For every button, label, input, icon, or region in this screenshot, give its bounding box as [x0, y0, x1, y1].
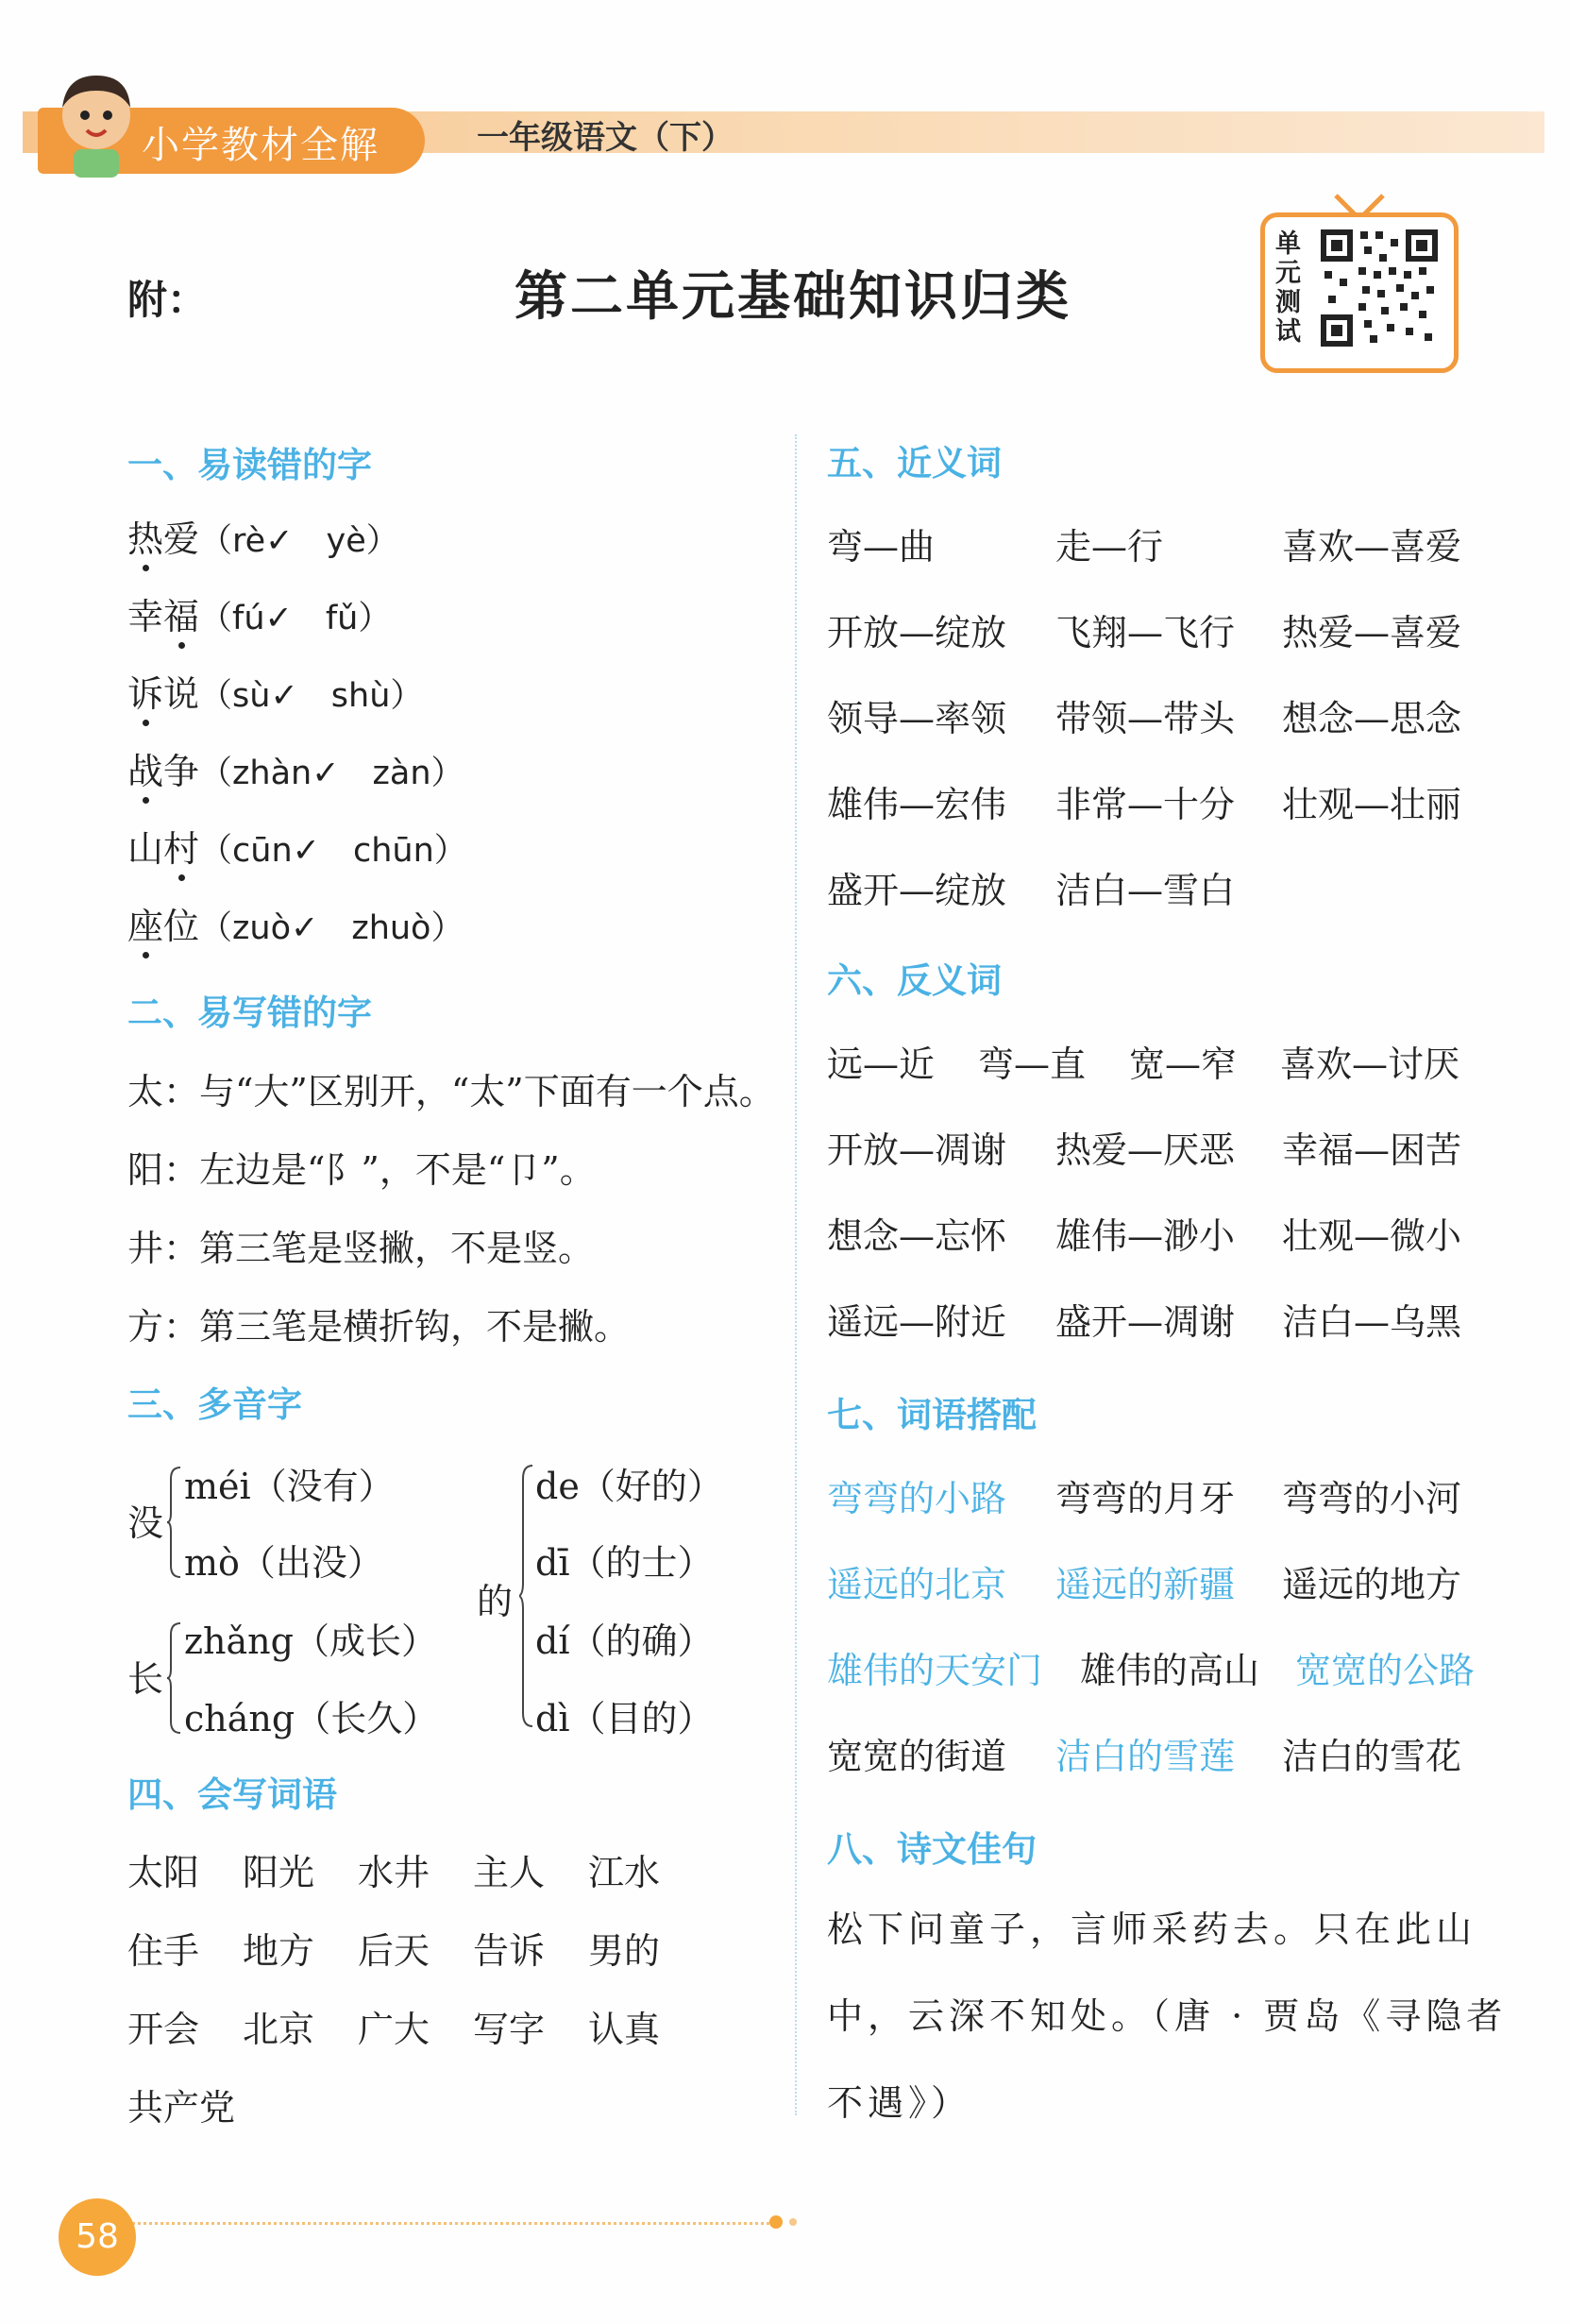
page-number: 58	[59, 2198, 136, 2276]
misread-item	[127, 665, 423, 717]
section-heading-polyphone: 三、多音字	[127, 1384, 302, 1425]
synonym-pair: 开放—绽放	[827, 612, 1007, 653]
appendix-label: 附：	[127, 277, 208, 323]
word-char: 幸	[127, 596, 164, 637]
section-heading-synonyms: 五、近义词	[827, 443, 1002, 483]
qr-code-icon	[1321, 229, 1438, 347]
writing-word: 共产党	[127, 2087, 236, 2129]
collocation-phrase: 宽宽的公路	[1295, 1650, 1476, 1691]
synonym-pair: 带领—带头	[1055, 698, 1236, 739]
word-char: 争	[163, 751, 200, 792]
writing-word: 北京	[243, 2009, 315, 2050]
pinyin-choice: （zuò✓ zhuò）	[199, 909, 464, 947]
synonym-pair: 领导—率领	[827, 698, 1007, 739]
antonym-pair: 遥远—附近	[827, 1301, 1007, 1343]
writing-word: 告诉	[473, 1930, 546, 1972]
polyphone-reading: dí（的确）	[535, 1620, 714, 1662]
collocation-phrase: 宽宽的街道	[827, 1736, 1007, 1777]
collocation-phrase: 洁白的雪花	[1282, 1736, 1462, 1777]
antonym-pair: 宽—窄	[1129, 1043, 1238, 1085]
collocation-phrase: 遥远的地方	[1282, 1564, 1462, 1605]
synonym-pair: 弯—曲	[827, 526, 936, 568]
marked-char: 村	[163, 828, 200, 870]
miswritten-note: 井：第三笔是竖撇，不是竖。	[127, 1228, 595, 1269]
section-heading-antonyms: 六、反义词	[827, 960, 1002, 1001]
collocation-phrase: 弯弯的月牙	[1055, 1478, 1236, 1519]
polyphone-char: 长	[127, 1658, 164, 1700]
synonym-pair: 雄伟—宏伟	[827, 784, 1007, 825]
pinyin-choice: （rè✓ yè）	[199, 522, 399, 560]
misread-item	[127, 897, 464, 949]
synonym-pair: 盛开—绽放	[827, 870, 1007, 911]
unit-test-qr-widget[interactable]	[1260, 194, 1459, 373]
writing-word: 阳光	[243, 1852, 315, 1893]
grade-label: 一年级语文（下）	[477, 119, 734, 157]
brace-icon	[167, 1621, 182, 1735]
antonym-pair: 远—近	[827, 1043, 936, 1085]
misread-item	[127, 742, 464, 794]
collocation-phrase: 洁白的雪莲	[1055, 1736, 1236, 1777]
synonym-pair: 想念—思念	[1282, 698, 1462, 739]
collocation-phrase: 遥远的新疆	[1055, 1564, 1236, 1605]
miswritten-note: 太：与“大”区别开，“太”下面有一个点。	[127, 1071, 775, 1112]
pinyin-choice: （zhàn✓ zàn）	[199, 755, 464, 792]
footer-line	[76, 2222, 769, 2225]
brace-icon	[519, 1464, 534, 1728]
polyphone-reading: de（好的）	[535, 1466, 723, 1507]
collocation-phrase: 遥远的北京	[827, 1564, 1007, 1605]
pinyin-choice: （sù✓ shù）	[199, 677, 424, 715]
antonym-pair: 想念—忘怀	[827, 1215, 1007, 1257]
antonym-pair: 喜欢—讨厌	[1280, 1043, 1460, 1085]
polyphone-char: 的	[477, 1581, 514, 1622]
misread-item	[127, 587, 391, 639]
series-title: 小学教材全解	[142, 124, 380, 167]
poem-line: 松下问童子，言师采药去。只在此山	[827, 1908, 1477, 1950]
writing-word: 认真	[588, 2009, 661, 2050]
writing-word: 住手	[127, 1930, 200, 1972]
column-divider	[795, 434, 797, 2115]
antonym-pair: 开放—凋谢	[827, 1129, 1007, 1171]
marked-char: 热	[127, 518, 164, 560]
section-heading-miswritten: 二、易写错的字	[127, 992, 372, 1033]
word-char: 山	[127, 828, 164, 870]
writing-word: 地方	[243, 1930, 315, 1972]
page-title: 第二单元基础知识归类	[515, 266, 1071, 328]
writing-word: 广大	[358, 2009, 430, 2050]
collocation-phrase: 弯弯的小河	[1282, 1478, 1462, 1519]
writing-word: 写字	[473, 2009, 546, 2050]
writing-word: 男的	[588, 1930, 661, 1972]
synonym-pair: 喜欢—喜爱	[1282, 526, 1462, 568]
polyphone-reading: dì（目的）	[535, 1698, 714, 1739]
polyphone-char: 没	[127, 1502, 164, 1544]
synonym-pair: 热爱—喜爱	[1282, 612, 1462, 653]
writing-word: 开会	[127, 2009, 200, 2050]
polyphone-reading: méi（没有）	[184, 1466, 395, 1507]
antonym-pair: 弯—直	[978, 1043, 1087, 1085]
misread-item	[127, 510, 399, 562]
marked-char: 座	[127, 906, 164, 947]
polyphone-reading: zhǎng（成长）	[184, 1620, 437, 1662]
section-heading-writing-words: 四、会写词语	[127, 1774, 337, 1815]
marked-char: 战	[127, 751, 164, 792]
writing-word: 太阳	[127, 1852, 200, 1893]
section-heading-poem: 八、诗文佳句	[827, 1829, 1037, 1870]
writing-word: 主人	[473, 1852, 546, 1893]
collocation-phrase: 弯弯的小路	[827, 1478, 1007, 1519]
miswritten-note: 阳：左边是“阝”，不是“卩”。	[127, 1149, 596, 1191]
antonym-pair: 幸福—困苦	[1282, 1129, 1462, 1171]
section-heading-misread: 一、易读错的字	[127, 445, 372, 485]
footer-dot	[769, 2215, 783, 2229]
marked-char: 诉	[127, 673, 164, 715]
pinyin-choice: （fú✓ fǔ）	[199, 600, 392, 637]
synonym-pair: 飞翔—飞行	[1055, 612, 1236, 653]
antonym-pair: 盛开—凋谢	[1055, 1301, 1236, 1343]
word-char: 说	[163, 673, 200, 715]
marked-char: 福	[163, 596, 200, 637]
synonym-pair: 壮观—壮丽	[1282, 784, 1462, 825]
collocation-phrase: 雄伟的天安门	[827, 1650, 1043, 1691]
qr-label: 单元测试	[1275, 229, 1301, 347]
misread-item	[127, 820, 467, 872]
polyphone-reading: dī（的士）	[535, 1542, 714, 1584]
writing-word: 后天	[358, 1930, 430, 1972]
antonym-pair: 热爱—厌恶	[1055, 1129, 1236, 1171]
synonym-pair: 非常—十分	[1055, 784, 1236, 825]
antonym-pair: 壮观—微小	[1282, 1215, 1462, 1257]
collocation-phrase: 雄伟的高山	[1080, 1650, 1260, 1691]
pinyin-choice: （cūn✓ chūn）	[199, 832, 467, 870]
section-heading-collocations: 七、词语搭配	[827, 1395, 1037, 1435]
antonym-pair: 雄伟—渺小	[1055, 1215, 1236, 1257]
polyphone-reading: cháng（长久）	[184, 1698, 439, 1739]
synonym-pair: 走—行	[1055, 526, 1164, 568]
poem-line: 不遇》）	[827, 2082, 972, 2124]
poem-line: 中，云深不知处。（唐 · 贾岛《寻隐者	[827, 1995, 1508, 2037]
word-char: 位	[163, 906, 200, 947]
footer-dot	[789, 2218, 797, 2226]
polyphone-reading: mò（出没）	[184, 1542, 383, 1584]
word-char: 爱	[163, 518, 200, 560]
writing-word: 江水	[588, 1852, 661, 1893]
antonym-pair: 洁白—乌黑	[1282, 1301, 1462, 1343]
miswritten-note: 方：第三笔是横折钩，不是撇。	[127, 1306, 631, 1348]
brace-icon	[167, 1466, 182, 1579]
writing-word: 水井	[358, 1852, 430, 1893]
synonym-pair: 洁白—雪白	[1055, 870, 1236, 911]
